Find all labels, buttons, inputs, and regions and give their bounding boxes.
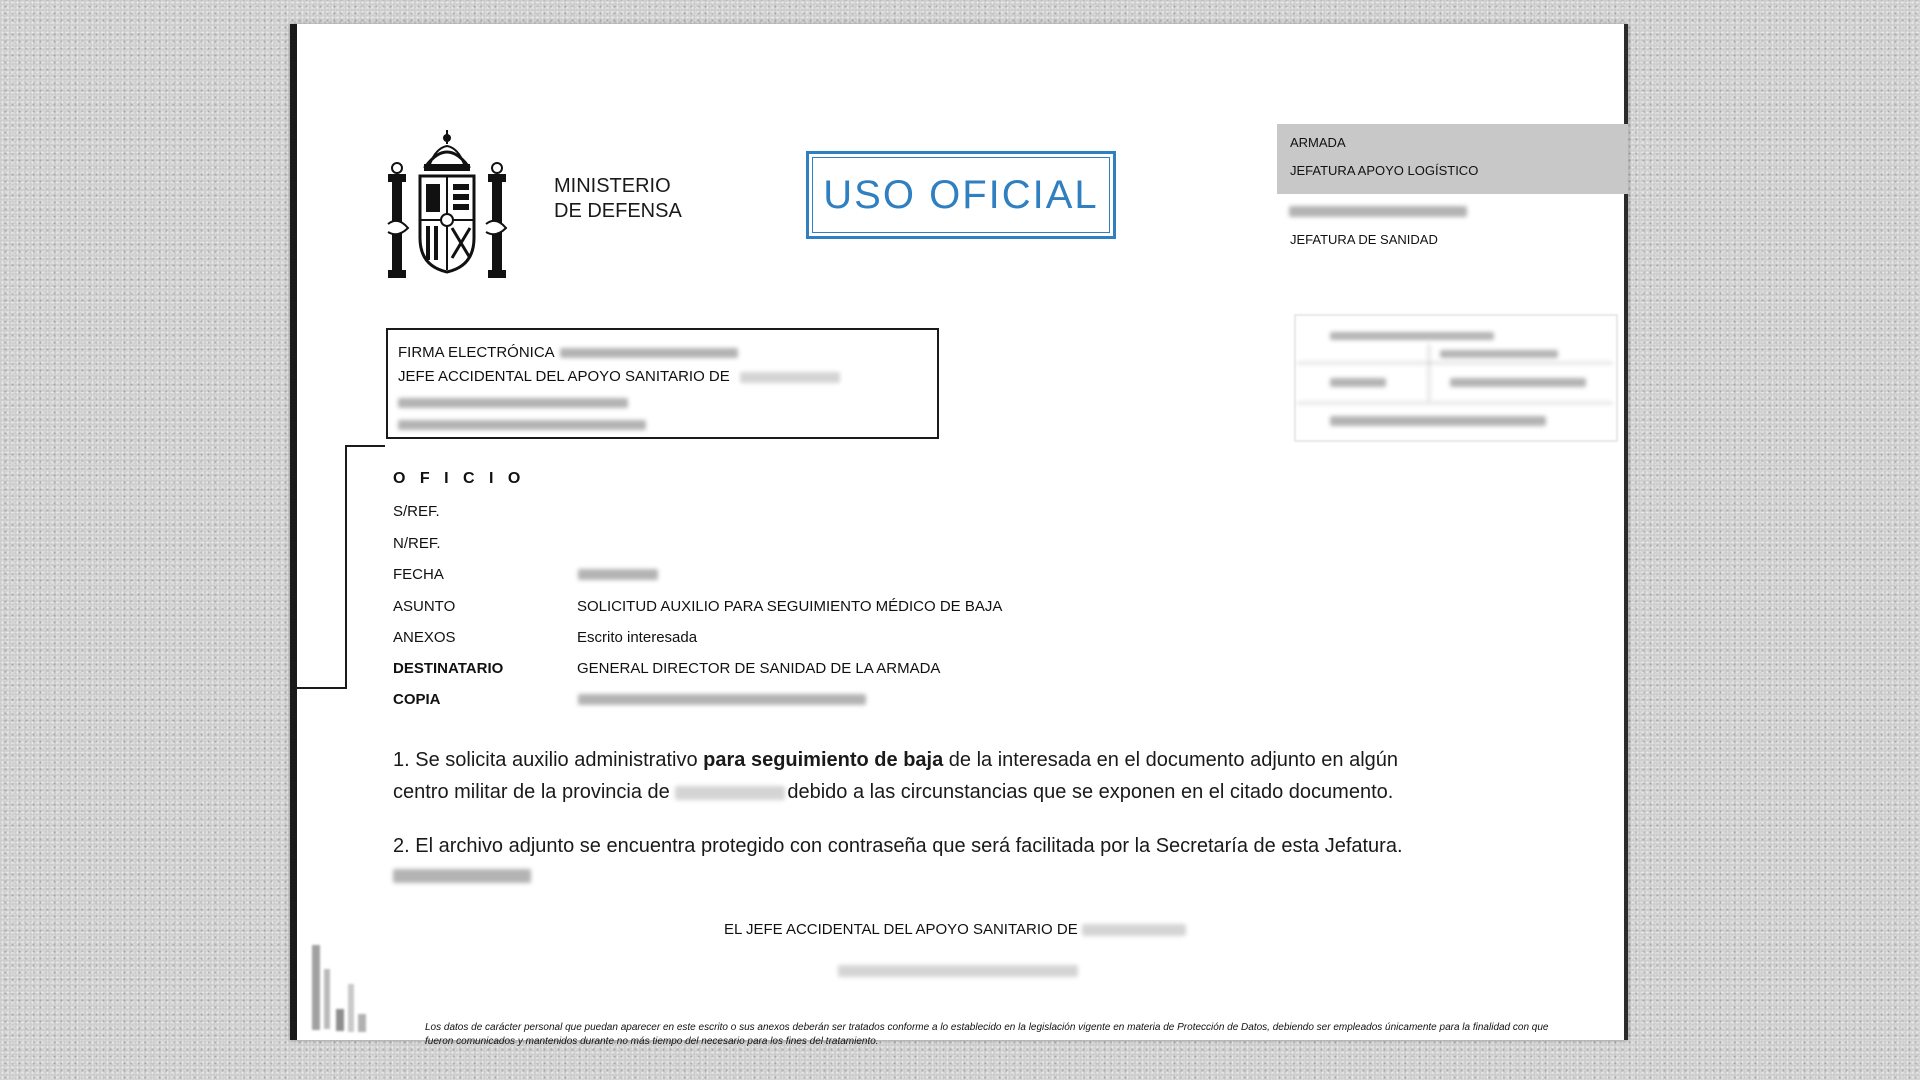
classification-label: USO OFICIAL	[812, 157, 1110, 233]
field-value-asunto: SOLICITUD AUXILIO PARA SEGUIMIENTO MÉDICO DE BAJA	[577, 598, 1003, 615]
oficio-bracket-bottom	[297, 687, 347, 689]
field-label-destinatario: DESTINATARIO	[393, 660, 504, 677]
field-label-asunto: ASUNTO	[393, 598, 456, 615]
org-line-jefatura-apoyo: JEFATURA APOYO LOGÍSTICO	[1290, 163, 1479, 178]
pixelated-mark-icon	[310, 939, 370, 1034]
left-border	[290, 24, 297, 1040]
signature-line-2	[398, 368, 840, 385]
field-label-anexos: ANEXOS	[393, 629, 456, 646]
field-value-anexos: Escrito interesada	[577, 629, 698, 646]
redacted-signer-footer	[838, 965, 1078, 977]
document-page	[290, 24, 1628, 1047]
redacted-org-line	[1289, 206, 1467, 217]
signature-label: FIRMA ELECTRÓNICA	[398, 344, 554, 361]
paragraph-1: 1. Se solicita auxilio administrativo para seguimiento de baja de la interesada en el documento adjunto en algún centro militar de la provincia de debido a las circunstancias que se exponen en el citado documento.	[393, 749, 1399, 803]
oficio-bracket	[345, 445, 347, 689]
coat-of-arms-icon	[386, 128, 508, 284]
redacted-copy-recipient	[578, 694, 866, 705]
redacted-signer-name	[398, 398, 628, 408]
ministry-line1: MINISTERIO	[554, 175, 671, 197]
signoff-title: EL JEFE ACCIDENTAL DEL APOYO SANITARIO DE	[724, 921, 1186, 938]
redacted-contact	[393, 869, 531, 883]
signature-line-1	[398, 344, 738, 361]
redacted-signature-date	[398, 420, 646, 430]
field-label-nref: N/REF.	[393, 535, 441, 552]
registry-stamp	[1294, 314, 1618, 442]
redacted-province	[675, 786, 785, 800]
oficio-title: O F I C I O	[393, 470, 526, 487]
field-label-fecha: FECHA	[393, 566, 444, 583]
oficio-bracket-top	[345, 445, 385, 447]
signature-role: JEFE ACCIDENTAL DEL APOYO SANITARIO DE	[398, 368, 730, 385]
organization-header-box	[1277, 124, 1628, 194]
field-label-copia: COPIA	[393, 691, 441, 708]
redacted-date	[578, 569, 658, 580]
org-line-sanidad: JEFATURA DE SANIDAD	[1290, 232, 1438, 247]
field-label-sref: S/REF.	[393, 503, 440, 520]
paragraph-1-emphasis: para seguimiento de baja	[703, 749, 944, 771]
classification-stamp	[806, 151, 1116, 239]
electronic-signature-box	[386, 328, 939, 439]
ministry-line2: DE DEFENSA	[554, 200, 682, 222]
field-value-destinatario: GENERAL DIRECTOR DE SANIDAD DE LA ARMADA	[577, 660, 941, 677]
data-protection-notice: Los datos de carácter personal que puedan aparecer en este escrito o sus anexos deberán ser tratados conforme a lo establecido en la legislación vigente en materia de Protección de Datos, debiendo ser empleados únicamente para la finalidad con que fueron comunicados y mantenidos durante no más tiempo del necesario para los fines del tratamiento.	[425, 1022, 1549, 1047]
org-line-armada: ARMADA	[1290, 135, 1346, 150]
ministry-name	[554, 174, 682, 224]
paragraph-2: 2. El archivo adjunto se encuentra protegido con contraseña que será facilitada por la Secretaría de esta Jefatura.	[393, 835, 1403, 857]
